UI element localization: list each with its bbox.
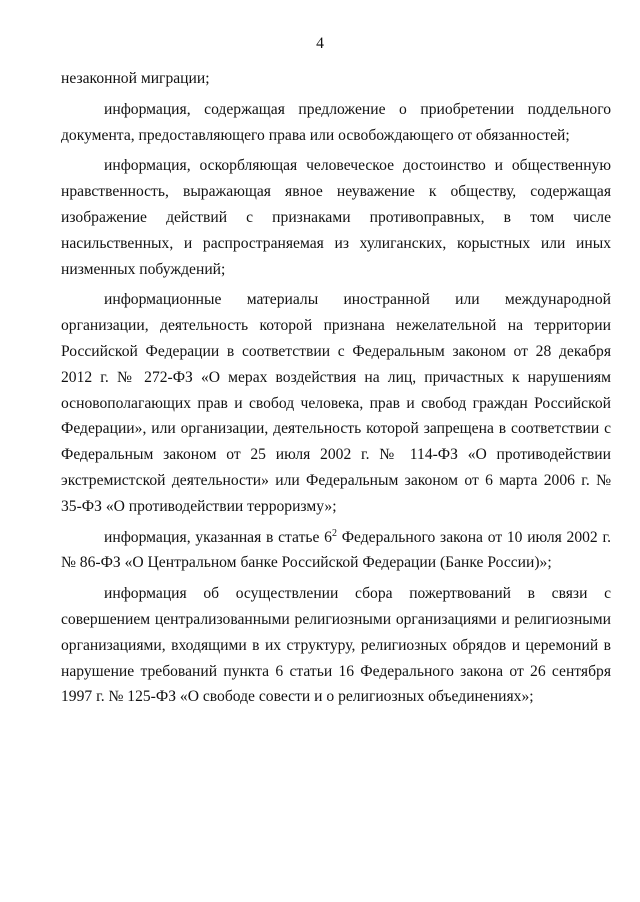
paragraph-central-bank-article xyxy=(61,525,611,577)
paragraph-central-bank-text-after: Федерального закона от 10 июля 2002 г. № 86-ФЗ «О Центральном банке Российской Федерации (Банке России)»; xyxy=(61,528,611,572)
paragraph-undesirable-organizations: информационные материалы иностранной или международной организации, деятельность которой признана нежелательной на территории Российской Федерации в соответствии с Федеральным законом от 28 декабря 2012 г. № 272-ФЗ «О мерах воздействия на лиц, причастных к нарушениям основополагающих прав и свобод человека, прав и свобод граждан Российской Федерации», или организации, деятельность которой запрещена в соответствии с Федеральным законом от 25 июля 2002 г. № 114-ФЗ «О противодействии экстремистской деятельности» или Федеральным законом от 6 марта 2006 г. № 35-ФЗ «О противодействии терроризму»; xyxy=(61,291,611,515)
superscript-index: 2 xyxy=(331,527,337,539)
page-number: 4 xyxy=(316,35,324,52)
paragraph-forged-document: информация, содержащая предложение о приобретении поддельного документа, предоставляющего права или освобождающего от обязанностей; xyxy=(61,100,611,144)
paragraph-central-bank-text-before: информация, указанная в статье 6 xyxy=(104,528,332,546)
document-body xyxy=(61,66,611,715)
paragraph-religious-donations: информация об осуществлении сбора пожертвований в связи с совершением централизованными религиозными организациями и религиозными организациями, входящими в их структуру, религиозных обрядов и церемоний в нарушение требований пункта 6 статьи 16 Федерального закона от 26 сентября 1997 г. № 125-ФЗ «О свободе совести и о религиозных объединениях»; xyxy=(61,585,611,706)
paragraph-illegal-migration-end: незаконной миграции; xyxy=(61,70,210,87)
paragraph-offensive-information: информация, оскорбляющая человеческое достоинство и общественную нравственность, выражающая явное неуважение к обществу, содержащая изображение действий с признаками противоправных, в том числе насильственных, и распространяемая из хулиганских, корыстных или иных низменных побуждений; xyxy=(61,157,611,278)
